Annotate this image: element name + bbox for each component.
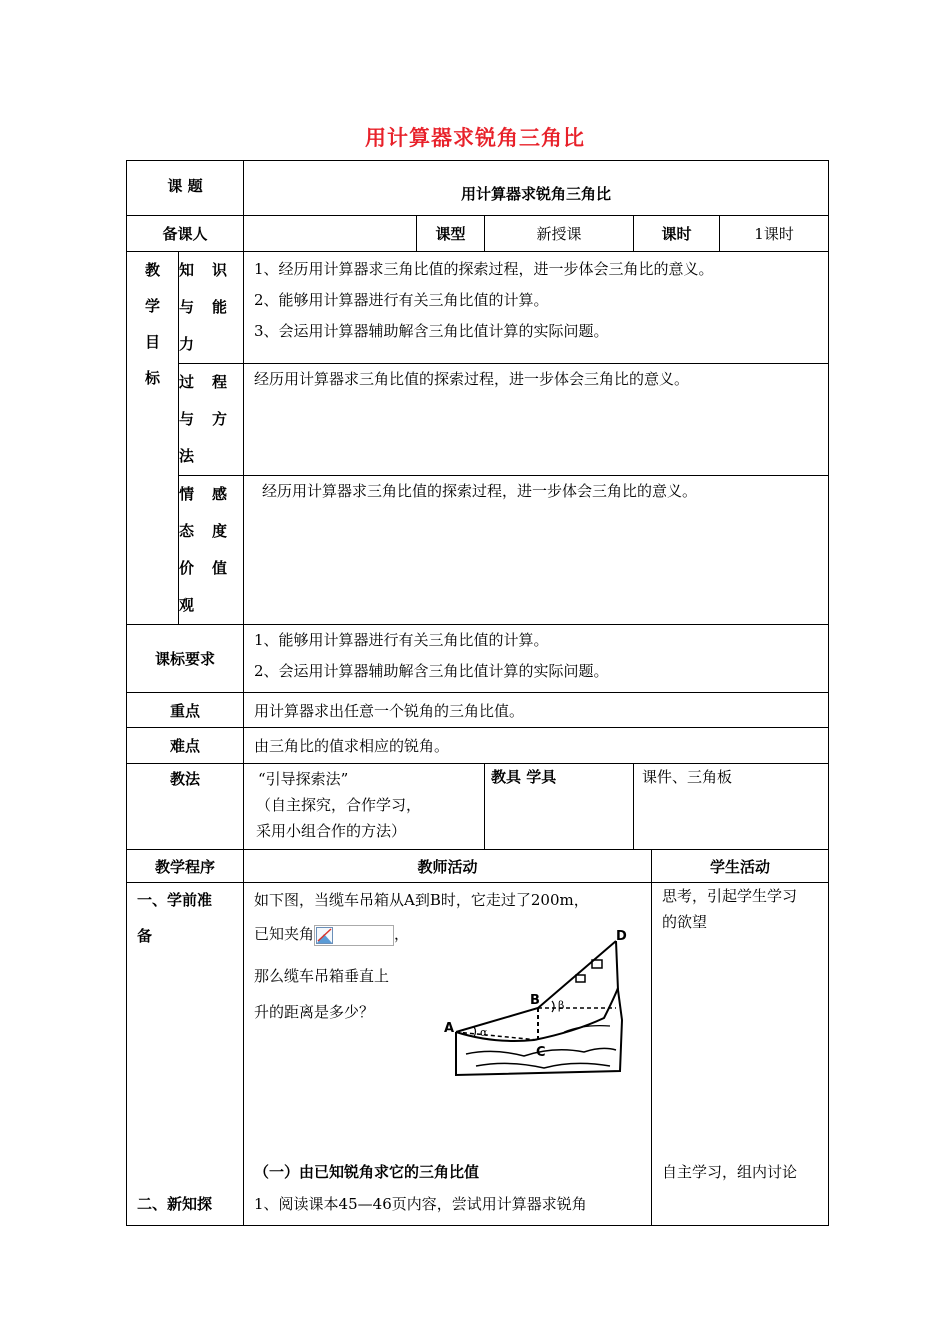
teacher-text-1: 如下图，当缆车吊箱从A到B时，它走过了200m， (254, 891, 589, 909)
standards-row (127, 625, 829, 693)
student-col-header: 学生活动 (652, 850, 829, 883)
difficulty-label: 难点 (127, 728, 244, 764)
knowledge-item-3: 3、会运用计算器辅助解含三角比值计算的实际问题。 (254, 322, 609, 340)
process-label: 过 程 与 方 法 (179, 364, 244, 476)
document-title: 用计算器求锐角三角比 (365, 125, 585, 150)
method-label: 教法 (127, 764, 244, 850)
goal-knowledge-row (127, 252, 829, 364)
goals-label: 教 学 目 标 (127, 252, 179, 625)
section-1-title: （一）由已知锐角求它的三角比值 (254, 1163, 480, 1181)
angle-image-placeholder (314, 925, 394, 946)
prep-label: 备课人 (127, 216, 244, 252)
method-content: “引导探索法” （自主探究，合作学习， 采用小组合作的方法） (244, 764, 485, 850)
label-d: D (616, 929, 627, 944)
knowledge-label: 知 识 与 能 力 (179, 252, 244, 364)
process-content: 经历用计算器求三角比值的探索过程，进一步体会三角比的意义。 (244, 364, 829, 476)
stage1-label-2: 备 (137, 927, 153, 945)
procedure-col-header: 教学程序 (127, 850, 244, 883)
knowledge-content (244, 252, 829, 364)
goal-process-row (127, 364, 829, 476)
key-point-label: 重点 (127, 693, 244, 728)
prep-row (127, 216, 829, 252)
hours-label: 课时 (634, 216, 720, 252)
stage1-label-1: 一、学前准 (137, 891, 213, 909)
cable-car-figure (434, 928, 634, 1078)
difficulty-content: 由三角比的值求相应的锐角。 (244, 728, 829, 764)
goal-emotion-row (127, 476, 829, 625)
cable-line (456, 941, 616, 1032)
standards-label: 课标要求 (127, 625, 244, 693)
broken-image-icon (316, 927, 333, 944)
student-activity (652, 883, 829, 1226)
prep-value (244, 216, 417, 252)
topic-value: 用计算器求锐角三角比 (244, 161, 829, 216)
method-row (127, 764, 829, 850)
lesson-plan-table (126, 160, 829, 1226)
teacher-text-3: 那么缆车吊箱垂直上 (254, 967, 390, 985)
key-point-content: 用计算器求出任意一个锐角的三角比值。 (244, 693, 829, 728)
label-b: B (530, 993, 540, 1008)
standards-content: 1、能够用计算器进行有关三角比值的计算。 2、会运用计算器辅助解含三角比值计算的实际问题。 (244, 625, 829, 693)
difficulty-row (127, 728, 829, 764)
teacher-text-4: 升的距离是多少？ (254, 1003, 375, 1021)
knowledge-item-2: 2、能够用计算器进行有关三角比值的计算。 (254, 291, 549, 309)
label-beta: β (558, 999, 565, 1012)
emotion-label: 情 感 态 度 价 值 观 (179, 476, 244, 625)
emotion-content: 经历用计算器求三角比值的探索过程，进一步体会三角比的意义。 (244, 476, 829, 625)
label-alpha: α (480, 1026, 488, 1039)
student-text-2: 的欲望 (662, 913, 708, 931)
stage-labels (127, 883, 244, 1226)
key-point-row (127, 693, 829, 728)
type-value: 新授课 (485, 216, 634, 252)
student-text-3: 自主学习，组内讨论 (662, 1163, 798, 1181)
label-a: A (444, 1021, 455, 1036)
hours-value: 1课时 (720, 216, 829, 252)
tools-label: 教具 学具 (485, 764, 634, 850)
teacher-text-2: 已知夹角 ， (254, 923, 409, 946)
tools-value: 课件、三角板 (634, 764, 829, 850)
stage2-label: 二、新知探 (137, 1195, 213, 1213)
procedure-body-row (127, 883, 829, 1226)
topic-label: 课 题 (127, 161, 244, 216)
type-label: 课型 (417, 216, 485, 252)
cable-car-box-2 (576, 975, 585, 982)
teacher-col-header: 教师活动 (244, 850, 652, 883)
teacher-text-5: 1、阅读课本45—46页内容，尝试用计算器求锐角 (254, 1195, 587, 1213)
teacher-activity (244, 883, 652, 1226)
procedure-header-row (127, 850, 829, 883)
knowledge-item-1: 1、经历用计算器求三角比值的探索过程，进一步体会三角比的意义。 (254, 260, 714, 278)
label-c: C (536, 1045, 546, 1060)
topic-row (127, 161, 829, 216)
student-text-1: 思考，引起学生学习 (662, 887, 798, 905)
